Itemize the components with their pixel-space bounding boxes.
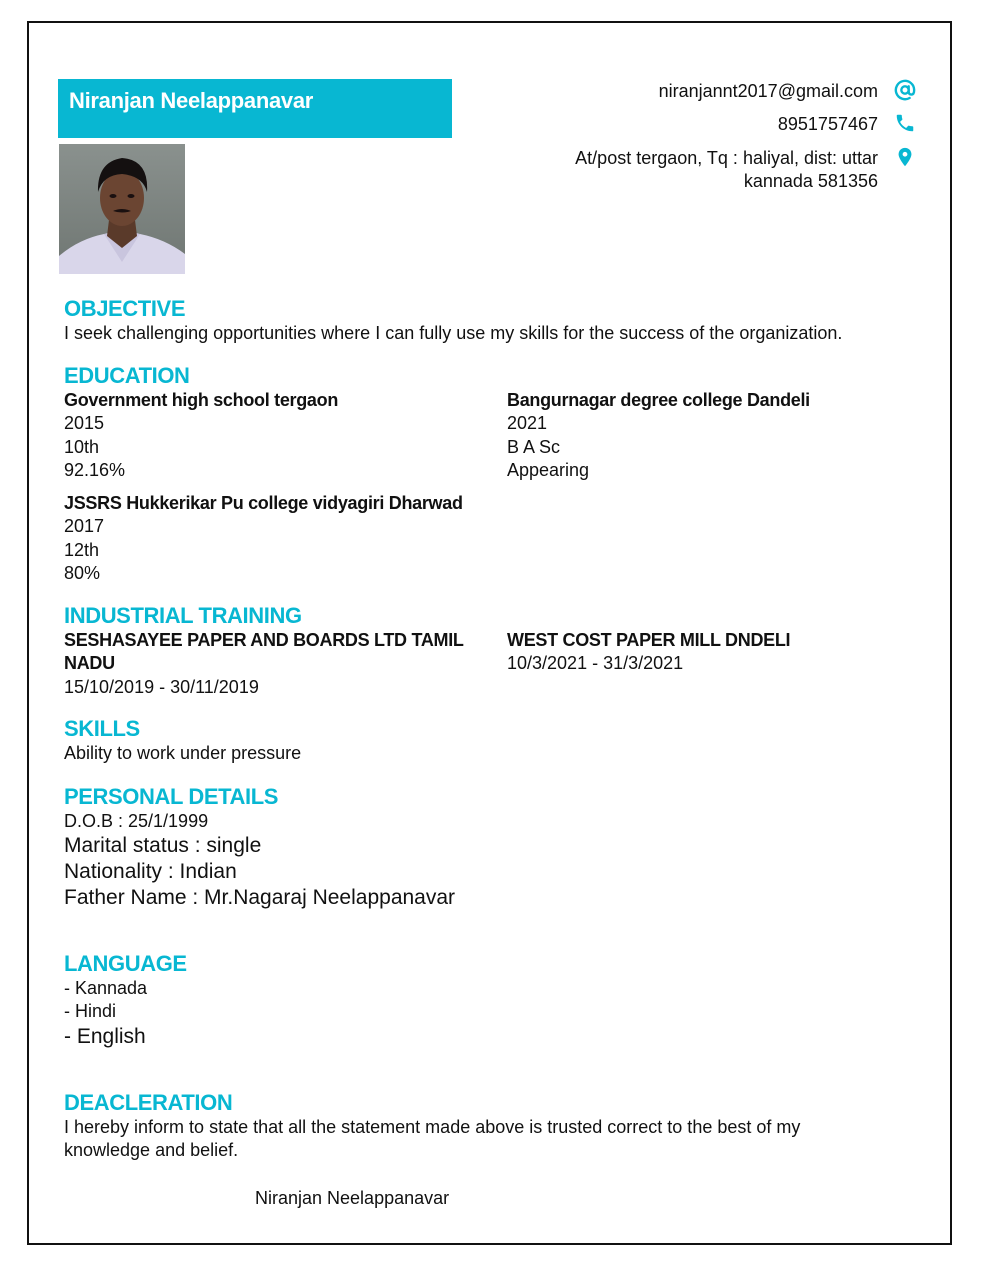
training-company: WEST COST PAPER MILL DNDELI [507,630,791,650]
education-institution: Government high school tergaon [64,390,339,410]
education-course: 12th [64,539,100,560]
language-item: - English [64,1024,146,1048]
name-banner [58,79,452,138]
education-course: 10th [64,436,100,457]
personal-father: Father Name : Mr.Nagaraj Neelappanavar [64,886,456,910]
education-entry [64,389,338,482]
candidate-name: Niranjan Neelappanavar [69,88,314,113]
location-pin-icon [894,146,916,168]
at-icon [894,79,916,101]
education-institution: Bangurnagar degree college Dandeli [507,390,810,410]
contact-email[interactable]: niranjannt2017@gmail.com [658,81,878,101]
language-section [64,951,187,1050]
declaration-line: knowledge and belief. [64,1140,239,1161]
personal-dob: D.O.B : 25/1/1999 [64,811,209,831]
declaration-line: I hereby inform to state that all the statement made above is trusted correct to the best of my [64,1117,801,1137]
skills-heading: SKILLS [64,716,140,741]
training-section [64,603,924,703]
training-company: SESHASAYEE PAPER AND BOARDS LTD TAMIL [64,630,464,650]
objective-heading: OBJECTIVE [64,296,186,321]
education-entry [64,492,463,585]
address-line-2: kannada 581356 [743,171,878,191]
education-course: B A Sc [507,436,561,457]
training-dates: 15/10/2019 - 30/11/2019 [64,676,259,697]
training-company-cont: NADU [64,653,115,674]
education-entry [507,389,810,482]
training-heading: INDUSTRIAL TRAINING [64,603,302,628]
education-result: 92.16% [64,459,126,480]
signature-name: Niranjan Neelappanavar [255,1188,450,1208]
education-year: 2015 [64,413,105,434]
profile-photo [59,144,185,274]
education-result: Appearing [507,459,590,480]
address-line-1: At/post tergaon, Tq : haliyal, dist: uttar [575,148,878,168]
training-entry [507,629,790,676]
contact-phone[interactable]: 8951757467 [777,114,878,134]
personal-marital: Marital status : single [64,834,262,858]
education-section [64,363,924,593]
phone-icon [894,112,916,134]
language-item: - Kannada [64,978,148,998]
objective-section [64,296,842,345]
skills-text: Ability to work under pressure [64,743,302,763]
contact-address [575,147,878,193]
education-heading: EDUCATION [64,363,190,388]
skills-section [64,716,301,765]
personal-heading: PERSONAL DETAILS [64,784,279,809]
objective-text: I seek challenging opportunities where I can fully use my skills for the success of the organization. [64,323,843,343]
training-entry [64,629,464,699]
declaration-heading: DEACLERATION [64,1090,233,1115]
education-year: 2017 [64,516,105,537]
personal-section [64,784,455,911]
language-item: - Hindi [64,1001,117,1022]
language-heading: LANGUAGE [64,951,187,976]
education-result: 80% [64,562,101,583]
personal-nationality: Nationality : Indian [64,860,237,884]
declaration-section [64,1090,800,1163]
education-institution: JSSRS Hukkerikar Pu college vidyagiri Dharwad [64,493,463,513]
training-dates: 10/3/2021 - 31/3/2021 [507,653,684,674]
education-year: 2021 [507,413,548,434]
